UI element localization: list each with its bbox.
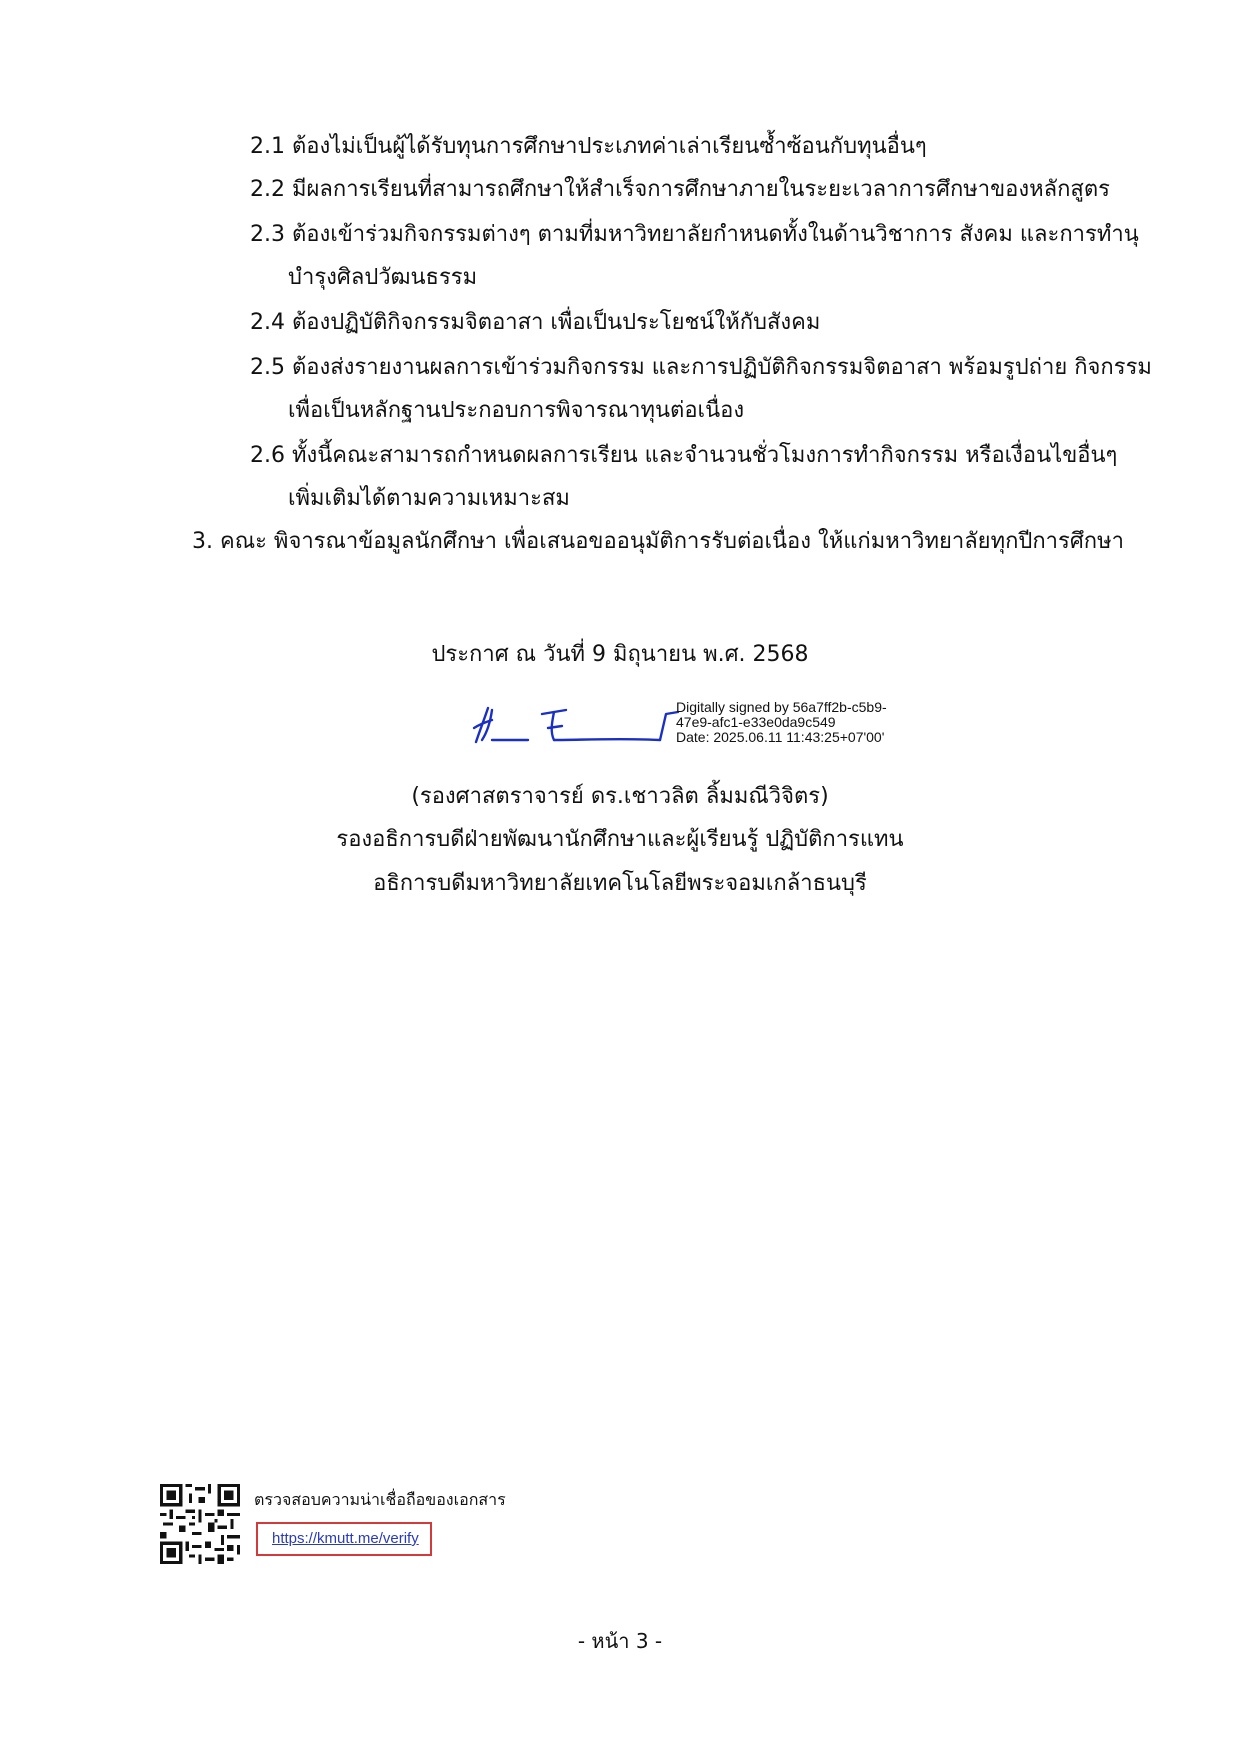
verify-caption: ตรวจสอบความน่าเชื่อถือของเอกสาร xyxy=(254,1490,506,1509)
digital-signature-date: Date: 2025.06.11 11:43:25+07'00' xyxy=(676,729,885,745)
item-2-1 xyxy=(250,132,927,162)
item-text: เพิ่มเติมได้ตามความเหมาะสม xyxy=(288,486,570,511)
item-text: มีผลการเรียนที่สามารถศึกษาให้สำเร็จการศึกษาภายในระยะเวลาการศึกษาของหลักสูตร xyxy=(292,177,1110,202)
item-2-6 xyxy=(250,441,1117,471)
item-number: 2.6 xyxy=(250,443,285,468)
item-text: เพื่อเป็นหลักฐานประกอบการพิจารณาทุนต่อเนื่อง xyxy=(288,398,745,423)
qr-code-icon xyxy=(160,1484,240,1564)
item-number: 2.4 xyxy=(250,310,285,335)
item-2-5 xyxy=(250,353,1152,383)
signatory-name: (รองศาสตราจารย์ ดร.เชาวลิต ลิ้มมณีวิจิตร) xyxy=(411,784,829,809)
item-3 xyxy=(192,527,1124,557)
item-text: ต้องส่งรายงานผลการเข้าร่วมกิจกรรม และการปฏิบัติกิจกรรมจิตอาสา พร้อมรูปถ่าย กิจกรรม xyxy=(292,355,1152,380)
verify-link[interactable]: https://kmutt.me/verify xyxy=(272,1530,419,1547)
item-2-2 xyxy=(250,175,1110,205)
signatory-position: รองอธิการบดีฝ่ายพัฒนานักศึกษาและผู้เรียนรู้ ปฏิบัติการแทน xyxy=(336,827,904,852)
page-number: - หน้า 3 - xyxy=(577,1629,663,1653)
item-number: 2.5 xyxy=(250,355,285,380)
item-text: คณะ พิจารณาข้อมูลนักศึกษา เพื่อเสนอขออนุมัติการรับต่อเนื่อง ให้แก่มหาวิทยาลัยทุกปีการศึกษา xyxy=(220,529,1124,554)
item-number: 2.3 xyxy=(250,222,285,247)
verify-link-box xyxy=(256,1522,432,1556)
item-2-3-continuation xyxy=(288,263,477,293)
item-text: ต้องเข้าร่วมกิจกรรมต่างๆ ตามที่มหาวิทยาลัยกำหนดทั้งในด้านวิชาการ สังคม และการทำนุ xyxy=(292,222,1139,247)
signatory-organization: อธิการบดีมหาวิทยาลัยเทคโนโลยีพระจอมเกล้าธนบุรี xyxy=(373,871,867,896)
item-2-5-continuation xyxy=(288,396,744,426)
announcement-date: ประกาศ ณ วันที่ 9 มิถุนายน พ.ศ. 2568 xyxy=(431,642,809,667)
handwritten-signature xyxy=(470,700,680,750)
item-2-6-continuation xyxy=(288,484,570,514)
item-number: 3. xyxy=(192,529,213,554)
item-2-3 xyxy=(250,220,1139,250)
digital-signature-line: 47e9-afc1-e33e0da9c549 xyxy=(676,714,836,730)
item-number: 2.2 xyxy=(250,177,285,202)
item-2-4 xyxy=(250,308,820,338)
digital-signature-info xyxy=(676,700,887,745)
item-text: ต้องไม่เป็นผู้ได้รับทุนการศึกษาประเภทค่าเล่าเรียนซ้ำซ้อนกับทุนอื่นๆ xyxy=(292,134,927,159)
item-number: 2.1 xyxy=(250,134,285,159)
item-text: บำรุงศิลปวัฒนธรรม xyxy=(288,265,478,290)
item-text: ทั้งนี้คณะสามารถกำหนดผลการเรียน และจำนวนชั่วโมงการทำกิจกรรม หรือเงื่อนไขอื่นๆ xyxy=(292,443,1118,468)
item-text: ต้องปฏิบัติกิจกรรมจิตอาสา เพื่อเป็นประโยชน์ให้กับสังคม xyxy=(292,310,821,335)
digital-signature-line: Digitally signed by 56a7ff2b-c5b9- xyxy=(676,699,887,715)
